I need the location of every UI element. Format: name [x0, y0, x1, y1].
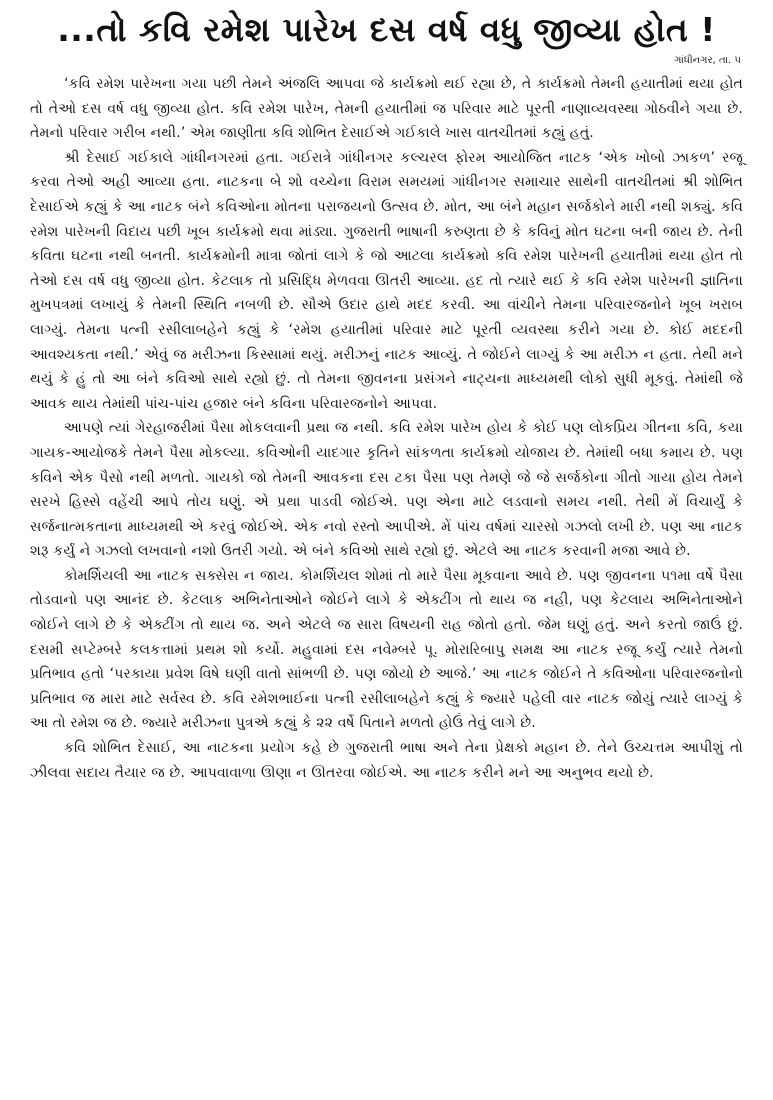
- paragraph: ‘કવિ રમેશ પારેખના ગયા પછી તેમને અંજલિ આપવા જે કાર્યક્રમો થઈ રહ્યા છે, તે કાર્યક્રમો તેમની હયાતીમાં થયા હોત તો તેઓ દસ વર્ષ વધુ જીવ્યા હોત. કવિ રમેશ પારેખ, તેમની હયાતીમાં જ પરિવાર માટે પૂરતી નાણાવ્યવસ્થા ગોઠવીને ગયા છે. તેમનો પરિવાર ગરીબ નથી.’ એમ જાણીતા કવિ શોભિત દેસાઈએ ગઈકાલે ખાસ વાતચીતમાં કહ્યું હતું.: [30, 76, 743, 142]
- paragraph: શ્રી દેસાઈ ગઈકાલે ગાંધીનગરમાં હતા. ગઈરાત્રે ગાંધીનગર કલ્ચરલ ફોરમ આયોજિત નાટક ‘એક ખોબો ઝાકળ’ રજૂ કરવા તેઓ અહી આવ્યા હતા. નાટકના બે શો વચ્ચેના વિરામ સમયમાં ગાંધીનગર સમાચાર સાથેની વાતચીતમાં શ્રી શોભિત દેસાઈએ કહ્યું કે આ નાટક બંને કવિઓના મોતના પરાજયનો ઉત્સવ છે. મોત, આ બંને મહાન સર્જકોને મારી નથી શક્યું. કવિ રમેશ પારેખની વિદાય પછી ખૂબ કાર્યક્રમો થવા માંડ્યા. ગુજરાતી ભાષાની કરુણતા છે કે કવિનું મોત ઘટના બની જાય છે. તેની કવિતા ઘટના નથી બનતી. કાર્યક્રમોની માત્રા જોતાં લાગે કે જો આટલા કાર્યક્રમો કવિ રમેશ પારેખની હયાતીમાં થયા હોત તો તેઓ દસ વર્ષ વધુ જીવ્યા હોત. કેટલાક તો પ્રસિદ્ધિ મેળવવા ઊતરી આવ્યા. હદ તો ત્યારે થઈ કે કવિ રમેશ પારેખની જ્ઞાતિના મુખપત્રમાં લખાયું કે તેમની સ્થિતિ નબળી છે. સૌએ ઉદાર હાથે મદદ કરવી. આ વાંચીને તેમના પરિવારજનોને ખૂબ ખરાબ લાગ્યું. તેમના પત્ની રસીલાબહેને કહ્યું કે ‘રમેશ હયાતીમાં પરિવાર માટે પૂરતી વ્યવસ્થા કરીને ગયા છે. કોઈ મદદની આવશ્યકતા નથી.’ એવું જ મરીઝના કિસ્સામાં થયું. મરીઝનું નાટક આવ્યું. તે જોઈને લાગ્યું કે આ મરીઝ ન હતા. તેથી મને થયું કે હું તો આ બંને કવિઓ સાથે રહ્યો છું. તો તેમના જીવનના પ્રસંગને નાટ્યના માધ્યમથી લોકો સુધી મૂકવું. તેમાંથી જે આવક થાય તેમાંથી પાંચ-પાંચ હજાર બંને કવિના પરિવારજનોને આપવા.: [30, 149, 743, 412]
- article-body: [30, 72, 743, 785]
- paragraph: કોમર્શિયલી આ નાટક સક્સેસ ન જાય. કોમર્શિયલ શોમાં તો મારે પૈસા મૂકવાના આવે છે. પણ જીવનના ૫૧મા વર્ષે પૈસા તોડવાનો પણ આનંદ છે. કેટલાક અભિનેતાઓને જોઈને લાગે કે એક્ટીંગ તો થાય જ નહી, પણ કેટલાય અભિનેતાઓને જોઈને લાગે છે કે એક્ટીંગ તો થાય જ. અને એટલે જ સારા વિષયની રાહ જોતો હતો. જેમ ઘણું હતું. અને કરતો જાઉં છું. દસમી સપ્ટેમ્બરે કલકત્તામાં પ્રથમ શો કર્યો. મહુવામાં દસ નવેમ્બરે પૂ. મોરારિબાપુ સમક્ષ આ નાટક રજૂ કર્યું ત્યારે તેમનો પ્રતિભાવ હતો ‘પરકાયા પ્રવેશ વિષે ઘણી વાતો સાંભળી છે. પણ જોયો છે આજે.’ આ નાટક જોઈને તે કવિઓના પરિવારજનોનો પ્રતિભાવ જ મારા માટે સર્વસ્વ છે. કવિ રમેશભાઈના પત્ની રસીલાબહેને કહ્યું કે જ્યારે પહેલી વાર નાટક જોયું ત્યારે લાગ્યું કે આ તો રમેશ જ છે. જ્યારે મરીઝના પુત્રએ કહ્યું કે ૨૨ વર્ષે પિતાને મળતો હોઉં તેવું લાગે છે.: [30, 567, 743, 732]
- paragraph: આપણે ત્યાં ગેરહાજરીમાં પૈસા મોકલવાની પ્રથા જ નથી. કવિ રમેશ પારેખ હોય કે કોઈ પણ લોકપ્રિય ગીતના કવિ, કયા ગાયક-આયોજકે તેમને પૈસા મોકલ્યા. કવિઓની યાદગાર કૃતિને સાંકળતા કાર્યક્રમો યોજાય છે. તેમાંથી બધા કમાય છે. પણ કવિને એક પૈસો નથી મળતો. ગાયકો જો તેમની આવકના દસ ટકા પૈસા પણ તેમણે જે જે સર્જકોના ગીતો ગાયા હોય તેમને સરખે હિસ્સે વહેંચી આપે તોય ઘણું. એ પ્રથા પાડવી જોઈએ. પણ એના માટે લડવાનો સમય નથી. તેથી મેં વિચાર્યું કે સર્જનાત્મકતાના માધ્યમથી એ કરવું જોઈએ. એક નવો રસ્તો આપીએ. મેં પાંચ વર્ષમાં ચારસો ગઝલો લખી છે. પણ આ નાટક શરૂ કર્યું ને ગઝલો લખવાનો નશો ઉતરી ગયો. એ બંને કવિઓ સાથે રહ્યો છું. એટલે આ નાટક કરવાની મજા આવે છે.: [30, 420, 743, 560]
- paragraph: કવિ શોભિત દેસાઈ, આ નાટકના પ્રયોગ કહે છે ગુજરાતી ભાષા અને તેના પ્રેક્ષકો મહાન છે. તેને ઉચ્ચત્તમ આપીશું તો ઝીલવા સદાય તૈયાર જ છે. આપવાવાળા ઊણા ન ઊતરવા જોઈએ. આ નાટક કરીને મને આ અનુભવ થયો છે.: [30, 740, 743, 781]
- dateline: ગાંધીનગર, તા. ૫: [674, 55, 741, 66]
- headline: ...તો કવિ રમેશ પારેખ દસ વર્ષ વધુ જીવ્યા હોત !: [57, 10, 716, 49]
